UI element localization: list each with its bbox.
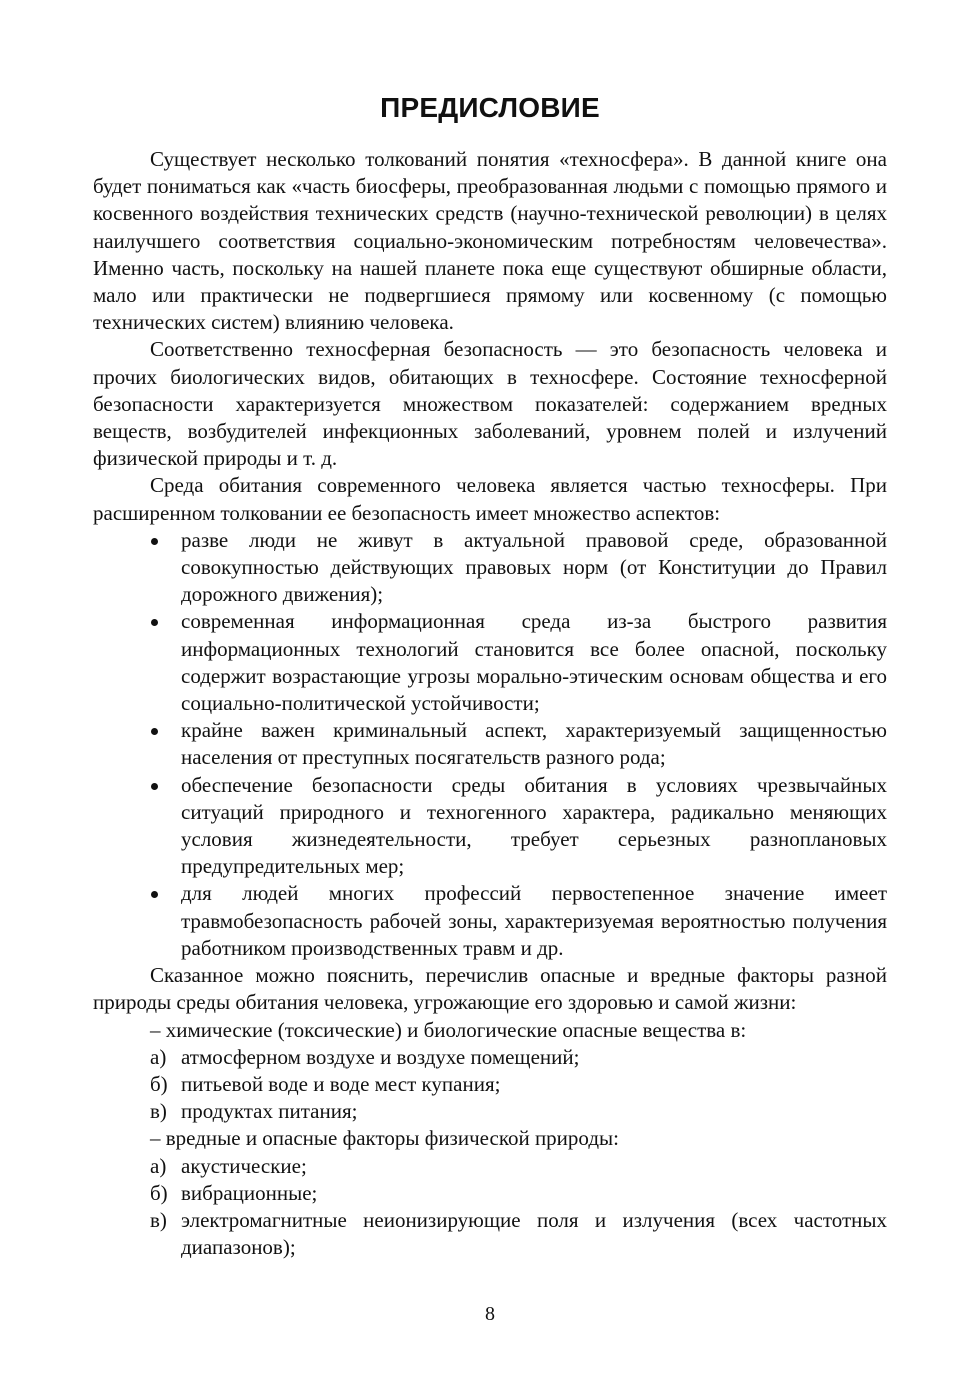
item-marker: в)	[150, 1207, 167, 1232]
list-item	[150, 1153, 887, 1180]
page-number: 8	[485, 1303, 495, 1325]
bullet-icon	[151, 783, 158, 790]
factor-group-heading: – химические (токсические) и биологические опасные вещества в:	[150, 1017, 747, 1042]
item-marker: б)	[150, 1071, 168, 1096]
list-item-text: электромагнитные неионизирующие поля и излучения (всех частотных диапазонов);	[181, 1207, 887, 1260]
list-item-text: атмосферном воздухе и воздухе помещений;	[181, 1044, 580, 1069]
list-item	[181, 527, 887, 609]
list-item-text: продуктах питания;	[181, 1099, 358, 1124]
factor-list	[93, 1044, 887, 1126]
list-item	[181, 772, 887, 881]
paragraph: Среда обитания современного человека является частью техносферы. При расширенном толковании ее безопасность имеет множество аспектов:	[93, 473, 887, 525]
list-item-text: крайне важен криминальный аспект, характеризуемый защищенностью населения от преступных посягательств разного рода;	[181, 718, 887, 770]
list-item-text: разве люди не живут в актуальной правовой среде, образованной совокупностью действующих правовых норм (от Конституции до Правил дорожного движения);	[181, 527, 887, 607]
list-item	[150, 1044, 887, 1071]
bullet-icon	[151, 619, 158, 626]
list-item	[150, 1180, 887, 1207]
item-marker: в)	[150, 1099, 167, 1124]
page-title: ПРЕДИСЛОВИЕ	[380, 92, 600, 123]
paragraph: Существует несколько толкований понятия «техносфера». В данной книге она будет пониматься как «часть биосферы, преобразованная людьми с помощью прямого и косвенного воздействия технических средств (научно-технической революции) в целях наилучшего соответствия социально-экономическим потребностям человечества». Именно часть, поскольку на нашей планете пока еще существуют обширные области, мало или практически не подвергшиеся прямому или косвенному (с помощью технических систем) влиянию человека.	[93, 147, 887, 335]
bullet-icon	[151, 728, 158, 735]
item-marker: б)	[150, 1180, 168, 1205]
list-item-text: вибрационные;	[181, 1180, 318, 1205]
list-item	[150, 1071, 887, 1098]
list-item	[181, 880, 887, 962]
list-item	[181, 717, 887, 771]
paragraph: Сказанное можно пояснить, перечислив опасные и вредные факторы разной природы среды обитания человека, угрожающие его здоровью и самой жизни:	[93, 963, 887, 1015]
list-item-text: акустические;	[181, 1153, 307, 1178]
paragraph: Соответственно техносферная безопасность — это безопасность человека и прочих биологических видов, обитающих в техносфере. Состояние техносферной безопасности характеризуется множеством показателей: содержанием вредных веществ, возбудителей инфекционных заболеваний, уровнем полей и излучений физической природы и т. д.	[93, 337, 887, 471]
item-marker: а)	[150, 1153, 167, 1178]
bullet-icon	[151, 538, 158, 545]
factor-group-heading: – вредные и опасные факторы физической природы:	[150, 1126, 619, 1151]
list-item-text: для людей многих профессий первостепенное значение имеет травмобезопасность рабочей зоны, характеризуемая вероятностью получения работником производственных травм и др.	[181, 881, 887, 960]
document-body	[93, 146, 887, 1261]
factor-list	[93, 1153, 887, 1262]
list-item-text: обеспечение безопасности среды обитания в условиях чрезвычайных ситуаций природного и техногенного характера, радикально меняющих условия жизнедеятельности, требует серьезных разноплановых предупредительных мер;	[181, 772, 887, 879]
list-item-text: современная информационная среда из-за быстрого развития информационных технологий становится все более опасной, поскольку содержит возрастающие угрозы морально-этическим основам общества и его социально-политической устойчивости;	[181, 609, 887, 716]
list-item	[150, 1207, 887, 1261]
list-item	[150, 1098, 887, 1125]
item-marker: а)	[150, 1044, 167, 1069]
bullet-icon	[151, 891, 158, 898]
list-item-text: питьевой воде и воде мест купания;	[181, 1071, 501, 1096]
list-item	[181, 608, 887, 717]
aspects-list	[93, 527, 887, 962]
